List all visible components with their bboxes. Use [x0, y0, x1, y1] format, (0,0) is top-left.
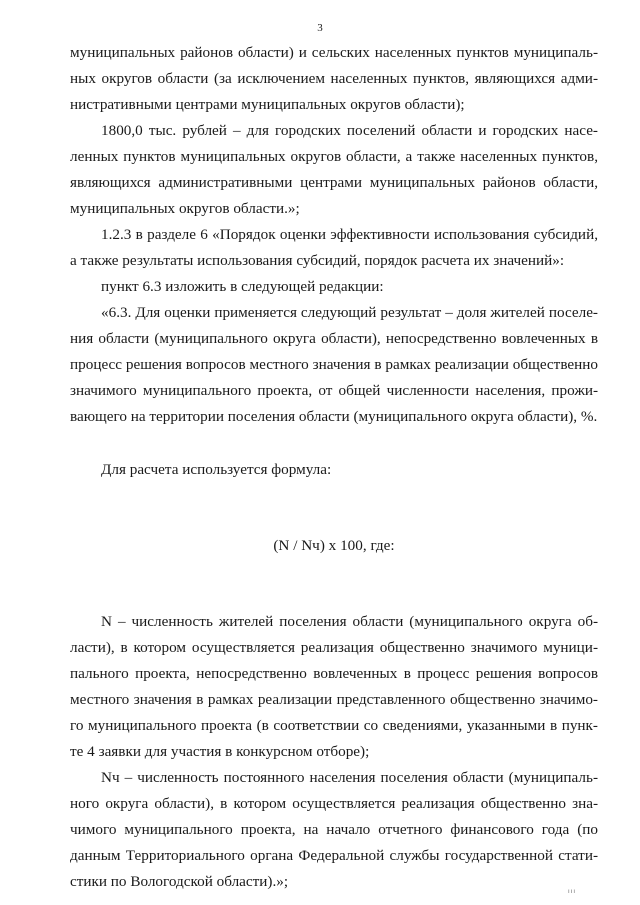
text-line: процесс решения вопросов местного значения в рамках реализации общественно	[70, 356, 598, 373]
text-line: являющихся административными центрами муниципальных районов области,	[70, 174, 598, 191]
spacer	[70, 430, 598, 457]
document-body	[70, 40, 598, 895]
text-line: Nч – численность постоянного населения поселения области (муниципаль-	[101, 769, 598, 786]
text-line: ных округов области (за исключением населенных пунктов, являющихся адми-	[70, 70, 598, 87]
page-number: 3	[317, 22, 323, 34]
text-line: N – численность жителей поселения области (муниципального округа об-	[101, 613, 598, 630]
text-line: стики по Вологодской области).»;	[70, 873, 289, 890]
text-line: пального проекта, непосредственно вовлеченных в процесс решения вопросов	[70, 665, 598, 682]
text-line: те 4 заявки для участия в конкурсном отборе);	[70, 743, 370, 760]
paragraph-amount	[70, 118, 598, 222]
text-line: а также результаты использования субсидий, порядок расчета их значений»:	[70, 252, 565, 269]
text-line: местного значения в рамках реализации представленного общественно значимо-	[70, 691, 598, 708]
paragraph-formula-intro	[70, 457, 598, 483]
text-line: ласти), в котором осуществляется реализация общественно значимого муници-	[70, 639, 598, 656]
text-line: 1800,0 тыс. рублей – для городских поселений области и городских насе-	[101, 122, 598, 139]
spacer	[70, 559, 598, 609]
paragraph-point-6-3-intro	[70, 274, 598, 300]
text-line: ния области (муниципального округа области), непосредственно вовлеченных в	[70, 330, 598, 347]
text-line: го муниципального проекта (в соответствии со сведениями, указанными в пунк-	[70, 717, 598, 734]
text-line: пункт 6.3 изложить в следующей редакции:	[101, 278, 384, 295]
paragraph-n-definition	[70, 609, 598, 765]
text-line: нистративными центрами муниципальных округов области);	[70, 96, 465, 113]
text-line: муниципальных районов области) и сельских населенных пунктов муниципаль-	[70, 44, 598, 61]
footer-mark: ııı	[568, 889, 577, 895]
formula: (N / Nч) х 100, где:	[273, 537, 395, 554]
paragraph-continuation	[70, 40, 598, 118]
text-line: ленных пунктов муниципальных округов области, а также населенных пунктов,	[70, 148, 598, 165]
text-line: Для расчета используется формула:	[101, 461, 332, 478]
text-line: 1.2.3 в разделе 6 «Порядок оценки эффективности использования субсидий,	[101, 226, 598, 243]
text-line: «6.3. Для оценки применяется следующий результат – доля жителей поселе-	[101, 304, 598, 321]
text-line: ного округа области), в котором осуществляется реализация общественно зна-	[70, 795, 598, 812]
text-line: вающего на территории поселения области (муниципального округа области), %.	[70, 408, 598, 425]
spacer	[70, 483, 598, 533]
paragraph-nch-definition	[70, 765, 598, 895]
paragraph-section-6	[70, 222, 598, 274]
text-line: данным Территориального органа Федеральной службы государственной стати-	[70, 847, 598, 864]
paragraph-point-6-3	[70, 300, 598, 430]
text-line: муниципальных округов области.»;	[70, 200, 300, 217]
text-line: чимого муниципального проекта, на начало отчетного финансового года (по	[70, 821, 598, 838]
text-line: значимого муниципального проекта, от общей численности населения, прожи-	[70, 382, 598, 399]
